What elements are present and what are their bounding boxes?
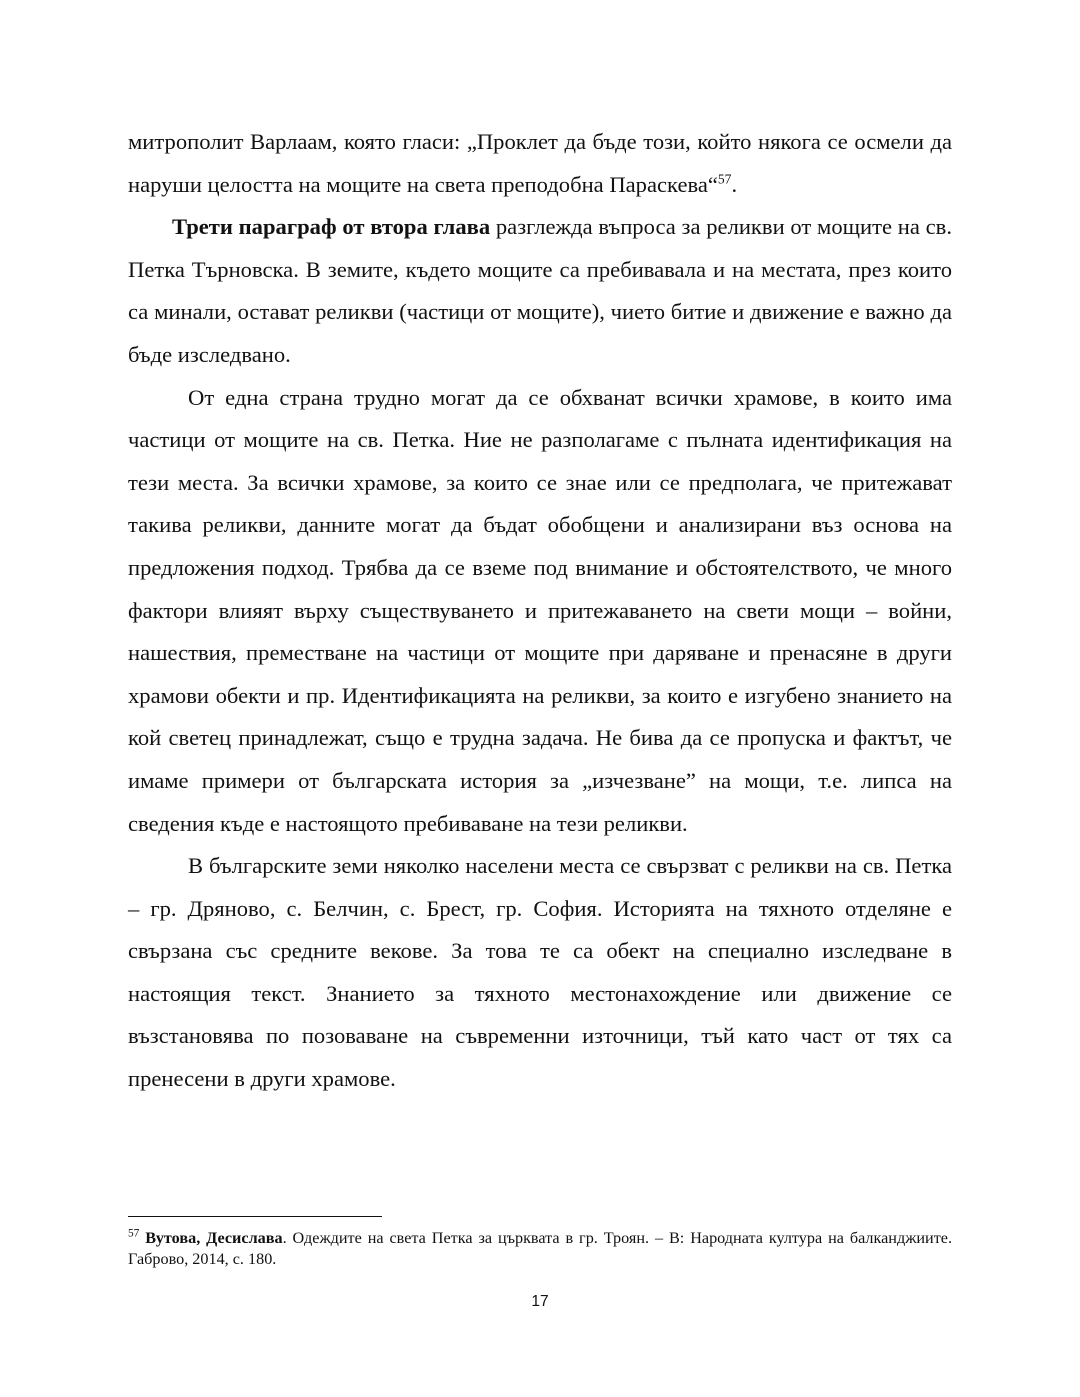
paragraph-2-text: разглежда въпроса за реликви от мощите на св. Петка Търновска. В земите, където мощите са пребивавала и на местата, през които са минали, остават реликви (частици от мощите), чието битие и движение е важно да бъде изследвано. bbox=[128, 214, 952, 367]
paragraph-1 bbox=[128, 121, 952, 206]
footnote bbox=[128, 1228, 952, 1270]
paragraph-1-end: . bbox=[731, 171, 738, 197]
page-number: 17 bbox=[531, 1293, 549, 1310]
body-text bbox=[128, 121, 952, 1101]
paragraph-4 bbox=[128, 845, 952, 1101]
paragraph-3 bbox=[128, 377, 952, 846]
footnote-number: 57 bbox=[128, 1227, 140, 1240]
paragraph-3-text: От една страна трудно могат да се обхванат всички храмове, в които има частици от мощите на св. Петка. Ние не разполагаме с пълната идентификация на тези места. За всички храмове, за които се знае или се предполага, че притежават такива реликви, данните могат да бъдат обобщени и анализирани въз основа на предложения подход. Трябва да се вземе под внимание и обстоятелството, че много фактори влияят върху съществуването и притежаването на свети мощи – войни, нашествия, преместване на частици от мощите при даряване и пренасяне в други храмови обекти и пр. Идентификацията на реликви, за които е изгубено знанието на кой светец принадлежат, също е трудна задача. Не бива да се пропуска и фактът, че имаме примери от българската история за „изчезване” на мощи, т.е. липса на сведения къде е настоящото пребиваване на тези реликви. bbox=[128, 384, 952, 836]
paragraph-4-text: В българските земи няколко населени места се свързват с реликви на св. Петка – гр. Дряново, с. Белчин, с. Брест, гр. София. Историята на тяхното отделяне е свързана със средните векове. За това те са обект на специално изследване в настоящия текст. Знанието за тяхното местонахождение или движение се възстановява по позоваване на съвременни източници, тъй като част от тях са пренесени в други храмове. bbox=[128, 853, 952, 1092]
footnote-reference: 57 bbox=[717, 171, 732, 187]
paragraph-2-bold-lead: Трети параграф от втора глава bbox=[172, 214, 491, 240]
footnote-text: . Одеждите на света Петка за църквата в гр. Троян. – В: Народната култура на балканджиите. Габрово, 2014, с. 180. bbox=[128, 1229, 953, 1268]
paragraph-1-text: митрополит Варлаам, която гласи: „Проклет да бъде този, който някога се осмели да наруши целостта на мощите на света преподобна Параскева“ bbox=[128, 129, 952, 197]
paragraph-2 bbox=[128, 206, 952, 376]
footnote-author: Вутова, Десислава bbox=[145, 1229, 283, 1247]
footnote-separator bbox=[128, 1216, 382, 1217]
